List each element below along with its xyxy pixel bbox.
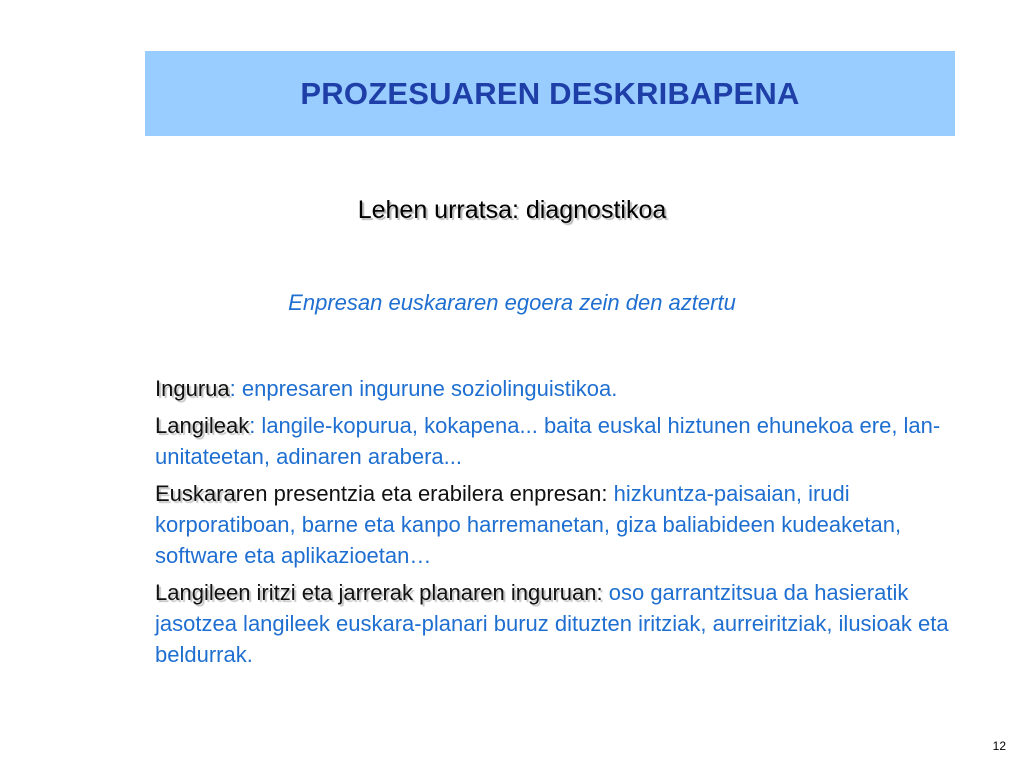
lead-text: Enpresan euskararen egoera zein den aztertu [288,290,736,315]
item-colon: : [596,580,603,605]
item-ingurua [155,373,975,404]
item-label: Langileak [155,413,250,438]
item-euskara [155,478,975,571]
title-banner [145,51,955,136]
item-label: Euskara [155,481,236,506]
item-text: hizkuntza-paisaian, irudi korporatiboan, barne eta kanpo harremanetan, giza baliabideen kudeaketan, software eta aplikazioetan… [155,481,902,568]
item-colon: : [249,413,256,438]
item-langileak [155,410,975,472]
page-number: 12 [992,739,1006,753]
item-langileen-iritzi [155,577,975,670]
item-label-rest: ren presentzia eta erabilera enpresan: [235,481,608,506]
slide-title: PROZESUAREN DESKRIBAPENA [300,75,800,111]
item-colon: : [229,376,236,401]
item-label: Ingurua [155,376,230,401]
item-text: enpresaren ingurune soziolinguistikoa. [235,376,618,401]
bullet-list [155,373,975,676]
slide-subtitle: Lehen urratsa: diagnostikoa [357,196,667,224]
item-label: Langileen iritzi eta jarrerak planaren inguruan [155,580,597,605]
item-text: oso garrantzitsua da hasieratik jasotzea langileek euskara-planari buruz dituzten iritziak, aurreiritziak, ilusioak eta beldurrak. [155,580,949,667]
item-text: langile-kopurua, kokapena... baita euskal hiztunen ehunekoa ere, lan-unitateetan, adinaren arabera... [155,413,941,469]
